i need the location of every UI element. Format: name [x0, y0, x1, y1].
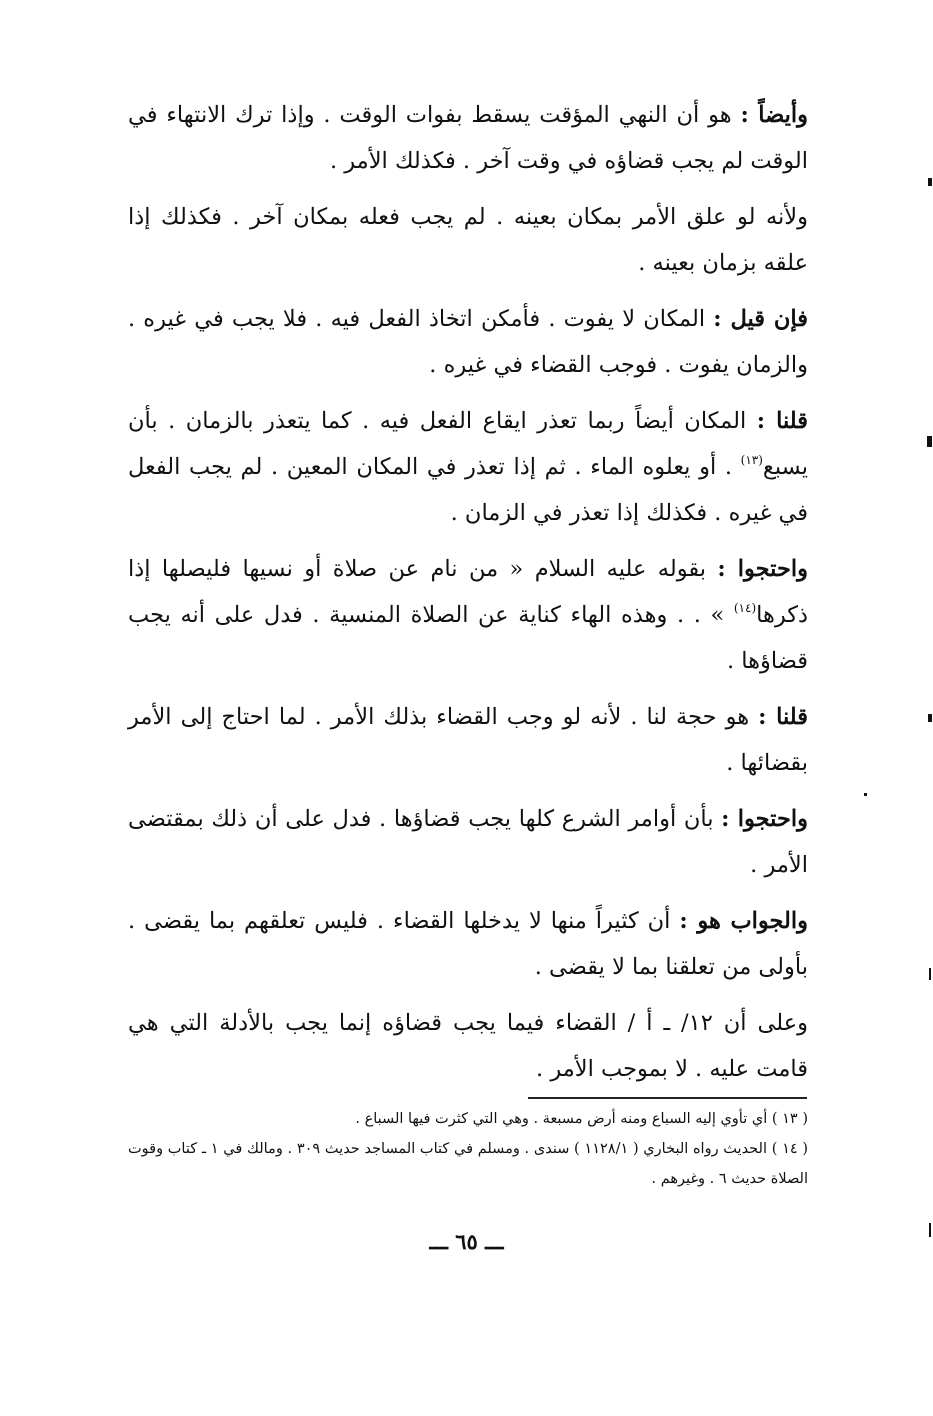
margin-mark — [928, 714, 932, 722]
footnote-14: ( ١٤ ) الحديث رواه البخاري ( ١١٢٨/١ ) سندى . ومسلم في كتاب المساجد حديث ٣٠٩ . ومالك في ١ ـ كتاب وقوت الصلاة حديث ٦ . وغيرهم . — [128, 1141, 808, 1187]
paragraph-text: أن كثيراً منها لا يدخلها القضاء . فليس تعلقهم بما يقضى . بأولى من تعلقنا بما لا يقضى . — [128, 908, 808, 980]
paragraph-text: ولأنه لو علق الأمر بمكان بعينه . لم يجب فعله بمكان آخر . فكذلك إذا علقه بزمان بعينه . — [128, 204, 808, 276]
paragraph-6 — [128, 694, 808, 786]
paragraph-8 — [128, 898, 808, 990]
footnote-ref-14[interactable]: (١٤) — [733, 601, 757, 615]
paragraph-lead: واحتجوا : — [717, 556, 808, 582]
margin-mark — [927, 436, 932, 447]
paragraph-text: وعلى أن ١٢/ ـ أ / القضاء فيما يجب قضاؤه إنما يجب بالأدلة التي هي قامت عليه . لا بموجب الأمر . — [128, 1010, 808, 1082]
paragraph-lead: والجواب هو : — [679, 908, 808, 934]
paragraph-lead: واحتجوا : — [721, 806, 808, 832]
paragraph-lead: قلنا : — [758, 704, 808, 730]
paragraph-lead: وأيضاً : — [740, 102, 809, 128]
paragraph-lead: فإن قيل : — [713, 306, 808, 332]
paragraph-text: هو حجة لنا . لأنه لو وجب القضاء بذلك الأمر . لما احتاج إلى الأمر بقضائها . — [128, 704, 808, 776]
margin-mark — [928, 178, 932, 186]
paragraph-text: بقوله عليه السلام « من نام عن صلاة أو نسيها فليصلها إذا ذكرها — [128, 556, 808, 628]
paragraph-text-tail: . أو يعلوه الماء . ثم إذا تعذر في المكان المعين . لم يجب الفعل في غيره . فكذلك إذا تعذر في الزمان . — [128, 454, 808, 526]
footnotes — [128, 1104, 808, 1194]
footnote-divider — [528, 1097, 807, 1099]
paragraph-text: المكان لا يفوت . فأمكن اتخاذ الفعل فيه . فلا يجب في غيره . والزمان يفوت . فوجب القضاء في غيره . — [128, 306, 808, 378]
paragraph-2 — [128, 194, 808, 286]
margin-mark — [929, 968, 931, 980]
paragraph-text: المكان أيضاً ربما تعذر ايقاع الفعل فيه . كما يتعذر بالزمان . بأن يسبع — [128, 408, 808, 480]
margin-mark — [929, 1223, 931, 1237]
paragraph-7 — [128, 796, 808, 888]
paragraph-1 — [128, 92, 808, 184]
paragraph-text: هو أن النهي المؤقت يسقط بفوات الوقت . وإذا ترك الانتهاء في الوقت لم يجب قضاؤه في وقت آخر . فكذلك الأمر . — [128, 102, 808, 174]
paragraph-text-tail: » . . وهذه الهاء كناية عن الصلاة المنسية . فدل على أنه يجب قضاؤها . — [128, 602, 808, 674]
footnote-13: ( ١٣ ) أي تأوي إليه السباع ومنه أرض مسبعة . وهي التي كثرت فيها السباع . — [355, 1111, 808, 1127]
page-number: ـــ ٦٥ ـــ — [429, 1229, 504, 1254]
paragraph-4 — [128, 398, 808, 536]
footnote-ref-13[interactable]: (١٣) — [740, 453, 763, 467]
paragraph-3 — [128, 296, 808, 388]
paragraph-text: بأن أوامر الشرع كلها يجب قضاؤها . فدل على أن ذلك بمقتضى الأمر . — [128, 806, 808, 878]
margin-mark — [864, 793, 867, 796]
main-text — [128, 92, 808, 1102]
paragraph-9 — [128, 1000, 808, 1092]
paragraph-lead: قلنا : — [756, 408, 808, 434]
paragraph-5 — [128, 546, 808, 684]
